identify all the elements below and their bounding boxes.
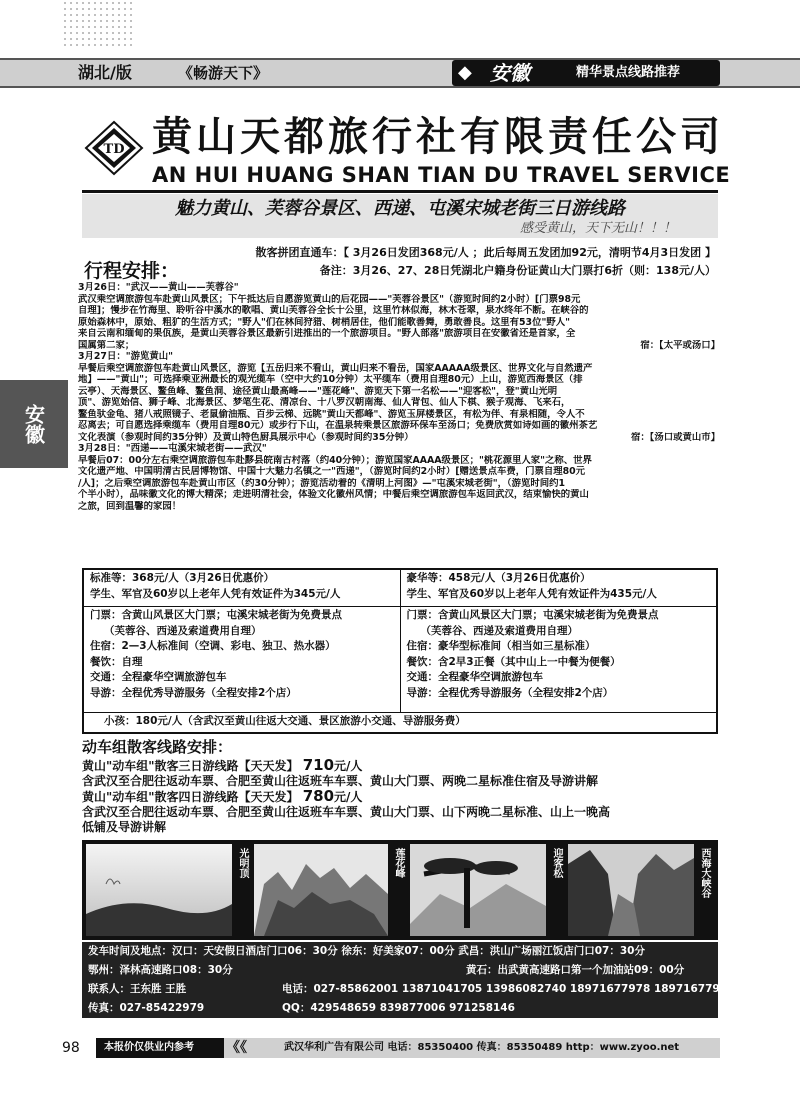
emu-route-2-desc: 含武汉至合肥往返动车票、合肥至黄山往返班车车票、黄山大门票、山下两晚二星标准、山上一晚高 [82,805,611,819]
emu-routes [78,758,720,838]
itinerary-line: /人]；之后乘空调旅游包车赴黄山市区（约30分钟）；游览活动着的《清明上河图》—"屯溪宋城老街"，（游览时间约1 [78,477,566,489]
detail-line: 门票：含黄山风景区大门票；屯溪宋城老街为免费景点 [406,609,659,622]
page-number: 98 [62,1040,80,1056]
photo-label: 迎客松 [551,848,562,878]
decorative-dot-pattern [62,0,132,50]
emu-route-2-unit: 元/人 [334,790,363,804]
schedule-title: 行程安排： [84,260,180,282]
photo-strip [82,840,718,940]
contact-person: 联系人：王东胜 王胜 [88,983,187,995]
logo-text: TD [103,142,125,157]
itinerary-line: 早餐后07：00分左右乘空调旅游包车赴黟县皖南古村落（约40分钟）；游览国家AAAA级景区；"桃花源里人家"之称、世界 [78,454,592,466]
detail-line: 交通：全程豪华空调旅游包车 [406,671,543,684]
photo-label: 西海大峡谷 [699,848,710,898]
detail-line: 导游：全程优秀导游服务（全程安排2个店） [406,686,614,699]
detail-line: 门票：含黄山风景区大门票；屯溪宋城老街为免费景点 [90,609,342,622]
itinerary-line: 武汉乘空调旅游包车赴黄山风景区；下午抵达后自愿游览黄山的后花园——"芙蓉谷景区"（游览时间约2小时）[门票98元 [78,293,581,305]
contact-fax: 传真：027-85422979 [88,1002,205,1014]
departure-row: 黄石：出武黄高速路口第一个加油站09：00分 [466,964,685,976]
day-heading: 3月28日："西递——屯溪宋城老街——武汉" [78,443,267,454]
photo-label: 莲花峰 [393,848,404,878]
deluxe-details [400,607,717,712]
itinerary-line: 云亭）、天海景区、鳌鱼峰、鳌鱼洞、途径黄山最高峰——"莲花峰"、游览天下第一名松——"迎客松"，登"黄山光明 [78,385,558,397]
detail-line: 住宿：2—3人标准间（空调、彩电、独卫、热水器） [90,640,336,653]
divider [82,190,718,193]
emu-route-1-price: 710 [302,756,335,774]
deluxe-discount: 学生、军官及60岁以上老年人凭有效证件为435元/人 [406,587,657,600]
company-name-cn: 黄山天都旅行社有限责任公司 [152,113,724,160]
detail-line: 住宿：豪华型标准间（相当如三星标准） [406,640,596,653]
feature-province: 安徽 [490,61,530,85]
contact-phone: 电话：027-85862001 13871041705 13986082740 18971677978 18971677979 [282,983,735,995]
footer-agency: 武汉华利广告有限公司 电话：85350400 传真：85350489 http：www.zyoo.net [284,1042,680,1053]
company-logo [84,120,144,176]
deluxe-price: 豪华等：458元/人（3月26日优惠价） [406,572,591,584]
day-block-1 [78,282,720,351]
deluxe-package [400,569,717,607]
itinerary-line: 地】——"黄山"；可选择乘亚洲最长的观光缆车（空中大约10分钟）太平缆车（费用自理80元）上山，游览西海景区（排 [78,374,583,385]
standard-price: 标准等：368元/人（3月26日优惠价） [90,572,275,584]
itinerary-line: 个半小时），品味徽文化的博大精深；走进明清社会，体验文化徽州风情；中餐后乘空调旅游包车返回武汉，结束愉快的黄山 [78,489,589,500]
departure-row: 鄂州：泽林高速路口08：30分 [88,964,233,976]
detail-line: （芙蓉谷、西递及索道费用自理） [104,624,262,637]
emu-route-2-desc: 低铺及导游讲解 [82,820,167,834]
departure-row: 发车时间及地点：汉口：天安假日酒店门口06：30分 徐东：好美家07：00分 武昌：洪山广场丽江饭店门口07：30分 [88,945,645,957]
emu-route-1-head: 黄山"动车组"散客三日游线路【天天发】 [82,759,299,773]
standard-package [83,569,400,607]
departure-info [82,942,735,1018]
detail-line: 餐饮：自理 [90,655,143,668]
standard-details [83,607,400,712]
detail-line: （芙蓉谷、西递及索道费用自理） [420,624,578,637]
remark-notice: 备注：3月26、27、28日凭湖北户籍身份证黄山大门票打6折（则：138元/人） [319,264,716,277]
stay-info: 宿：【汤口或黄山市】 [630,431,720,443]
itinerary-line: 顶"、游览始信、狮子峰、北海景区、梦笔生花、清凉台、十八罗汉朝南海、仙人背包、仙人下棋、猴子观海、飞来石， [78,397,571,408]
day-heading: 3月27日："游览黄山" [78,351,173,362]
route-slogan: 感受黄山，天下无山！！！ [520,221,677,236]
feature-label: 精华景点线路推荐 [576,65,681,80]
emu-route-2-price: 780 [302,787,335,805]
day-block-3 [78,443,720,512]
itinerary-line: 早餐后乘空调旅游包车赴黄山风景区，游览【五岳归来不看山，黄山归来不看岳，国家AAAAA级景区、世界文化与自然遗产 [78,362,593,374]
itinerary-line: 忍离去；可自愿选择乘缆车（费用自理80元）或步行下山，在温泉转乘景区旅游环保车至汤口；免费欣赏如诗如画的徽州茶艺 [78,420,598,431]
itinerary-line: 文化遗产地、中国明清古民居博物馆、中国十大魅力名镇之一"西递"，（游览时间约2小时）[赠送景点车费，门票自理80元 [78,466,586,477]
route-title: 魅力黄山、芙蓉谷景区、西递、屯溪宋城老街三日游线路 [175,198,625,219]
stay-info: 宿：【太平或汤口】 [640,339,720,351]
itinerary [78,282,720,566]
detail-line: 交通：全程豪华空调旅游包车 [90,671,227,684]
itinerary-line: 来自云南和缅甸的果佤族，是黄山芙蓉谷景区最新引进推出的一个旅游项目。"野人部落"旅游项目在安徽省还是首家，全 [78,328,576,339]
diamond-icon: ◆ [458,62,472,83]
photo-xihai [568,844,694,936]
detail-line: 导游：全程优秀导游服务（全程安排2个店） [90,686,297,699]
group-tour-notice: 散客拼团直通车：【 3月26日发团368元/人 ；此后每周五发团加92元，清明节4月3日发团 】 [255,246,716,259]
emu-route-1-desc: 含武汉至合肥往返动车票、合肥至黄山往返班车车票、黄山大门票、两晚二星标准住宿及导游讲解 [82,774,599,788]
itinerary-line: 之旅，回到温馨的家园！ [78,500,182,512]
emu-route-1-unit: 元/人 [334,759,363,773]
contact-qq: QQ：429548659 839877006 971258146 [282,1002,515,1014]
itinerary-line: 文化表演（参观时间约35分钟）及黄山特色厨具展示中心（参观时间约35分钟） [78,431,414,443]
edition-province: 湖北/版 [78,63,132,82]
photo-yingkesong [410,844,546,936]
footer-note: 本报价仅供业内参考 [96,1038,224,1058]
emu-route-2-head: 黄山"动车组"散客四日游线路【天天发】 [82,790,299,804]
child-price: 小孩：180元/人（含武汉至黄山往返大交通、景区旅游小交通、导游服务费） [83,712,717,733]
photo-guangmingding [86,844,232,936]
photo-lianhuafeng [254,844,388,936]
photo-label: 光明顶 [237,848,248,878]
itinerary-line: 自理]；慢步在竹海里、聆听谷中溪水的歌唱、黄山芙蓉谷全长十公里，这里竹林似海，林木苍翠，泉水终年不断。在峡谷的 [78,305,589,316]
day-block-2 [78,351,720,443]
magazine-name: 《畅游天下》 [178,64,269,82]
emu-section-title: 动车组散客线路安排： [82,738,233,756]
side-tab-province: 安徽 [0,380,68,468]
day-heading: 3月26日："武汉——黄山——芙蓉谷" [78,282,239,293]
itinerary-line: 原始森林中，原始、粗犷的生活方式；"野人"们在林间狩猎、树梢居住，他们能歌善舞，勇敢善良。这里有53位"野人" [78,316,570,328]
itinerary-line: 国属第二家； [78,339,135,351]
company-name-en: AN HUI HUANG SHAN TIAN DU TRAVEL SERVICE [152,163,731,187]
itinerary-line: 鳌鱼驮金龟、猪八戒照镜子、老鼠偷油瓶、百步云梯、远眺"黄山天都峰"、游览玉屏楼景区，有松为伴、有泉相随，令人不 [78,408,585,420]
chevron-left-icon: 《《 [226,1040,247,1056]
price-table [82,568,718,734]
standard-discount: 学生、军官及60岁以上老年人凭有效证件为345元/人 [90,587,341,600]
detail-line: 餐饮：含2早3正餐（其中山上一中餐为便餐） [406,655,621,668]
